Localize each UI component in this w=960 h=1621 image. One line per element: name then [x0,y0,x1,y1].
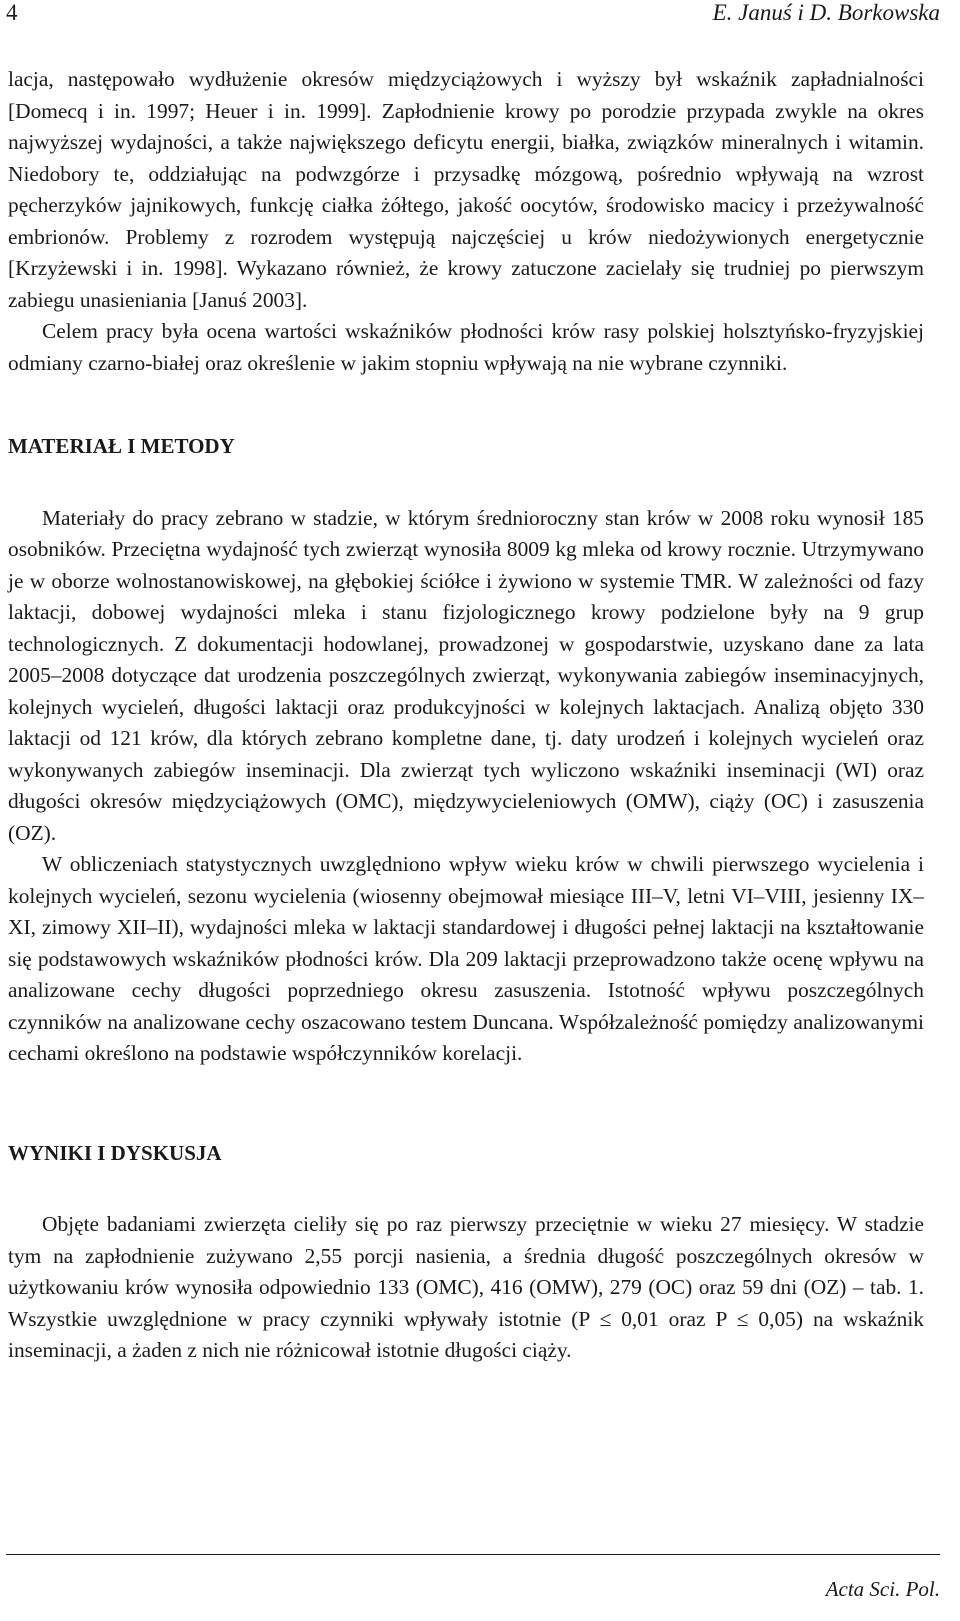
footer-divider [6,1554,940,1555]
journal-name: Acta Sci. Pol. [825,1577,940,1601]
materials-paragraph-1: Materiały do pracy zebrano w stadzie, w którym średnioroczny stan krów w 2008 roku wynosił 185 osobników. Przeciętna wydajność tych zwierząt wynosiła 8009 kg mleka od krowy rocznie. Utrzymywano je w oborze wolnostanowiskowej, na głębokiej ściółce i żywiono w systemie TMR. W zależności od fazy laktacji, dobowej wydajności mleka i stanu fizjologicznego krowy podzielone były na 9 grup technologicznych. Z dokumentacji hodowlanej, prowadzonej w gospodarstwie, uzyskano dane za lata 2005–2008 dotyczące dat urodzenia poszczególnych zwierząt, wykonywania zabiegów inseminacyjnych, kolejnych wycieleń, długości laktacji oraz produkcyjności w kolejnych laktacjach. Analizą objęto 330 laktacji od 121 krów, dla których zebrano kompletne dane, tj. daty urodzeń i kolejnych wycieleń oraz wykonywanych zabiegów inseminacji. Dla zwierząt tych wyliczono wskaźniki inseminacji (WI) oraz długości okresów międzyciążowych (OMC), międzywycieleniowych (OMW), ciąży (OC) i zasuszenia (OZ). [8,505,924,845]
article-body [8,64,924,1367]
running-head-authors: E. Januś i D. Borkowska [712,0,940,25]
section-heading-results: WYNIKI I DYSKUSJA [8,1140,222,1165]
page-number: 4 [6,0,18,25]
aim-paragraph: Celem pracy była ocena wartości wskaźników płodności krów rasy polskiej holsztyńsko-fryzyjskiej odmiany czarno-białej oraz określenie w jakim stopniu wpływają na nie wybrane czynniki. [8,319,924,375]
materials-paragraph-2: W obliczeniach statystycznych uwzględniono wpływ wieku krów w chwili pierwszego wycielenia i kolejnych wycieleń, sezonu wycielenia (wiosenny obejmował miesiące III–V, letni VI–VIII, jesienny IX–XI, zimowy XII–II), wydajności mleka w laktacji standardowej i długości pełnej laktacji na kształtowanie się podstawowych wskaźników płodności krów. Dla 209 laktacji przeprowadzono także ocenę wpływu na analizowane cechy długości poprzedniego okresu zasuszenia. Istotność wpływu poszczególnych czynników na analizowane cechy oszacowano testem Duncana. Współzależność pomiędzy analizowanymi cechami określono na podstawie współczynników korelacji. [8,852,924,1065]
section-heading-materials: MATERIAŁ I METODY [8,434,235,458]
results-paragraph-1: Objęte badaniami zwierzęta cieliły się po raz pierwszy przeciętnie w wieku 27 miesięcy. W stadzie tym na zapłodnienie zużywano 2,55 porcji nasienia, a średnia długość poszczególnych okresów w użytkowaniu krów wynosiła odpowiednio 133 (OMC), 416 (OMW), 279 (OC) oraz 59 dni (OZ) – tab. 1. Wszystkie uwzględnione w pracy czynniki wpływały istotnie (P ≤ 0,01 oraz P ≤ 0,05) na wskaźnik inseminacji, a żaden z nich nie różnicował istotnie długości ciąży. [8,1212,924,1362]
intro-continuation-paragraph: lacja, następowało wydłużenie okresów międzyciążowych i wyższy był wskaźnik zapładnialności [Domecq i in. 1997; Heuer i in. 1999]. Zapłodnienie krowy po porodzie przypada zwykle na okres najwyższej wydajności, a także największego deficytu energii, białka, związków mineralnych i witamin. Niedobory te, oddziałując na podwzgórze i przysadkę mózgową, pośrednio wpływają na wzrost pęcherzyków jajnikowych, funkcję ciałka żółtego, jakość oocytów, środowisko macicy i przeżywalność embrionów. Problemy z rozrodem występują najczęściej u krów niedożywionych energetycznie [Krzyżewski i in. 1998]. Wykazano również, że krowy zatuczone zacielały się trudniej po pierwszym zabiegu unasieniania [Januś 2003]. [8,67,924,312]
